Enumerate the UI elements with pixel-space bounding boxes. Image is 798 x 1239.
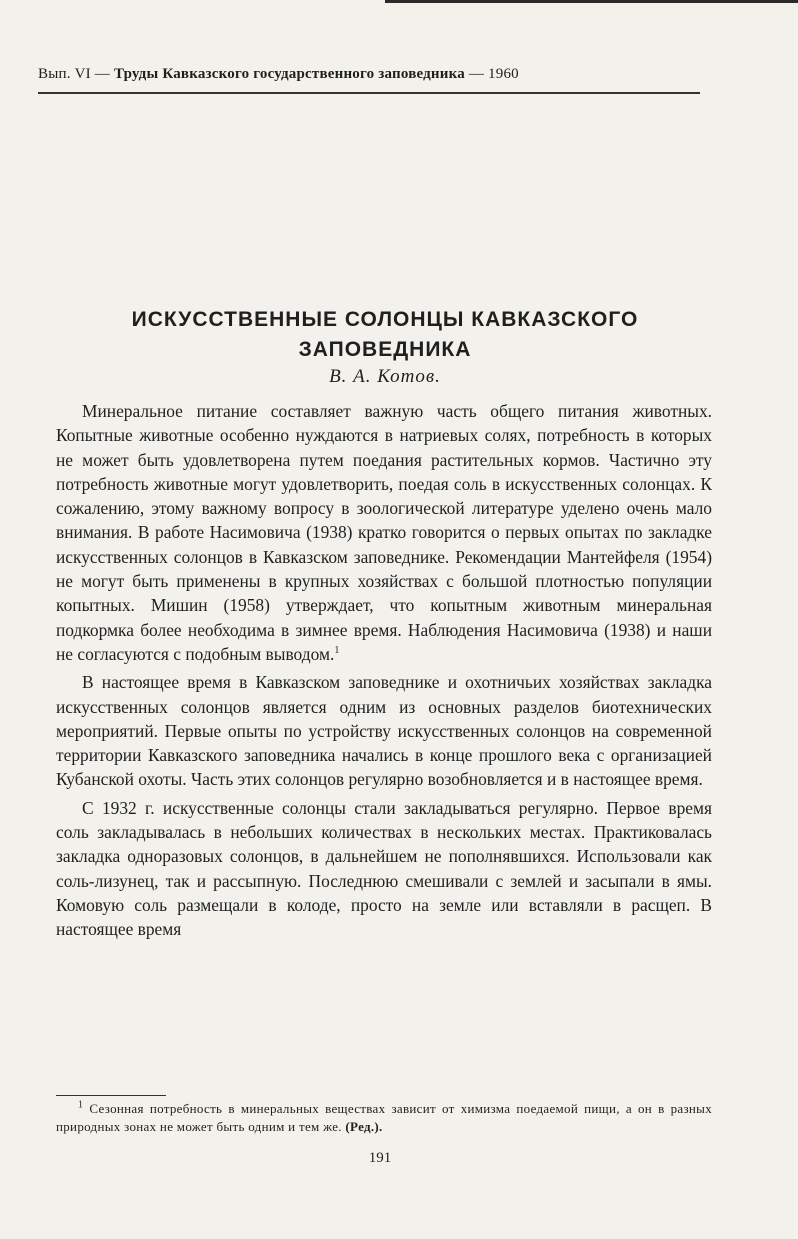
paragraph-1-text: Минеральное питание составляет важную часть общего питания животных. Копытные животные особенно нуждаются в натриевых солях, потребность в которых не может быть удовлетворена путем поедания растительных кормов. Частично эту потребность животные могут удовлетворить, поедая соль в искусственных солонцах. К сожалению, этому важному вопросу в зоологической литературе уделено очень мало внимания. В работе Насимовича (1938) кратко говорится о первых опытах по закладке искусственных солонцов в Кавказском заповеднике. Рекомендации Мантейфеля (1954) не могут быть применены в крупных хозяйствах с большой плотностью популяции копытных. Мишин (1958) утверждает, что копытным животным минеральная подкормка более необходима в зимнее время. Наблюдения Насимовича (1938) и наши не согласуются с подобным выводом. — [56, 401, 712, 664]
footnote-number: 1 — [78, 1099, 84, 1111]
article-title: ИСКУССТВЕННЫЕ СОЛОНЦЫ КАВКАЗСКОГО ЗАПОВЕДНИКА — [131, 308, 639, 361]
running-head — [38, 66, 700, 83]
paragraph-3: С 1932 г. искусственные солонцы стали закладываться регулярно. Первое время соль закладывалась в небольших количествах в нескольких местах. Практиковалась закладка одноразовых солонцов, в дальнейшем не пополнявшихся. Использовали как соль-лизунец, так и рассыпную. Последнюю смешивали с землей и засыпали в ямы. Комовую соль размещали в колоде, просто на земле или вставляли в расщеп. В настоящее время — [56, 797, 712, 940]
footnote-text: Сезонная потребность в минеральных веществах зависит от химизма поедаемой пищи, а он в разных природных зонах не может быть одним и тем же. — [56, 1101, 712, 1134]
volume-label: Вып. VI — — [38, 66, 110, 82]
header-rule — [38, 92, 700, 94]
editor-mark: (Ред.). — [345, 1119, 383, 1134]
year-label: — 1960 — [468, 66, 519, 82]
footnote-rule — [56, 1095, 166, 1096]
paragraph-1 — [56, 399, 712, 666]
paragraph-2: В настоящее время в Кавказском заповеднике и охотничьих хозяйствах закладка искусственных солонцов является одним из основных разделов биотехнических мероприятий. Первые опыты по устройству искусственных солонцов на современной территории Кавказского заповедника начались в конце прошлого века с организацией Кубанской охоты. Часть этих солонцов регулярно возобновляется и в настоящее время. — [56, 672, 712, 790]
article-body — [56, 399, 712, 942]
article-author: В. А. Котов. — [329, 366, 441, 387]
top-edge-mark — [385, 0, 798, 3]
page-number: 191 — [368, 1150, 392, 1166]
footnote-mark: 1 — [334, 645, 340, 657]
journal-title: Труды Кавказского государственного заповедника — [113, 66, 465, 82]
footnote — [56, 1100, 712, 1136]
